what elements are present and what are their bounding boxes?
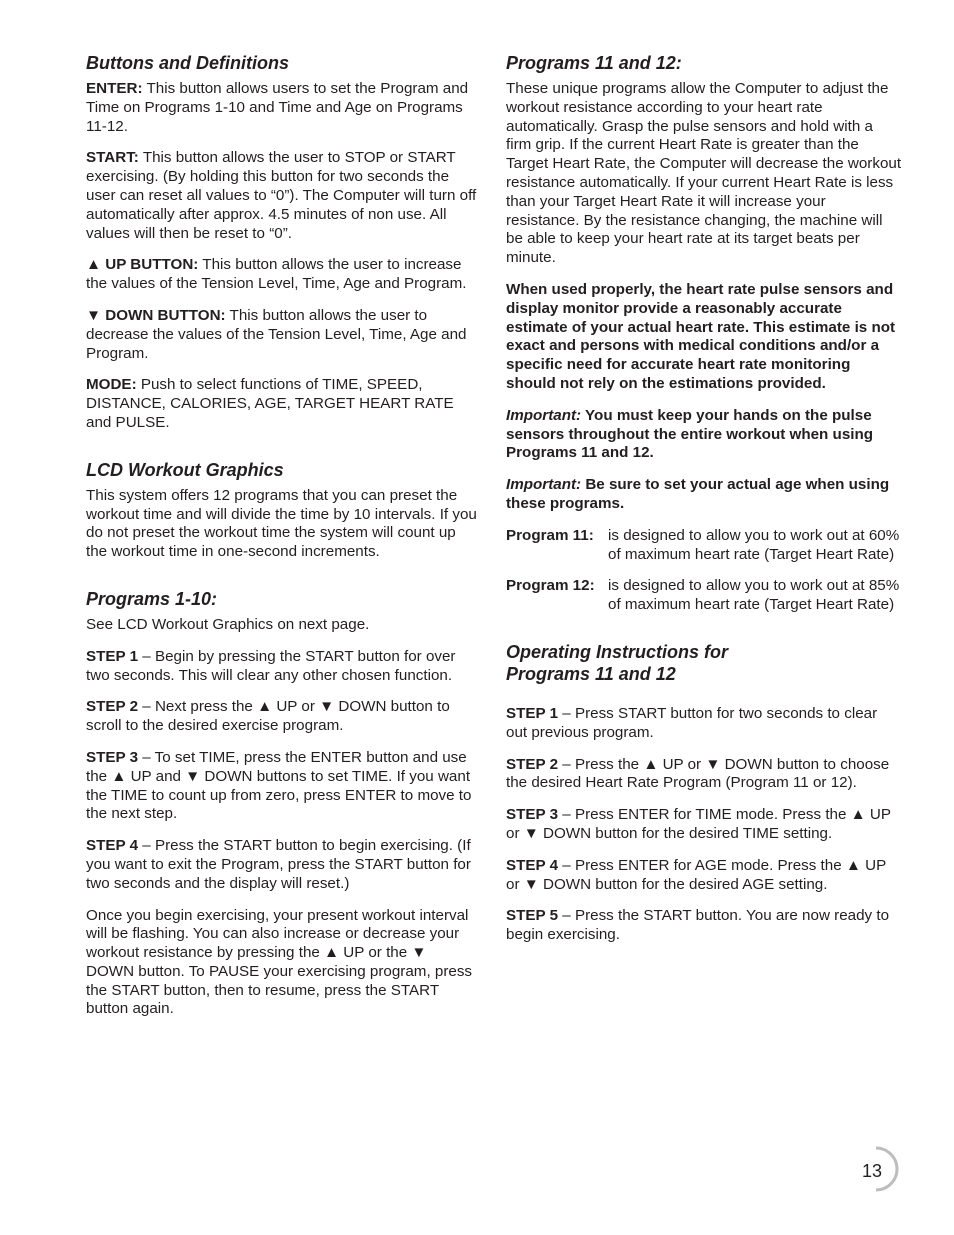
start-label: START: — [86, 149, 139, 167]
operating-step-3 — [506, 806, 902, 844]
heart-rate-warning: When used properly, the heart rate pulse sensors and display monitor provide a reasonably accurate estimate of your actual heart rate. This estimate is not exact and persons with medical conditions and/or a specific need for accurate heart rate monitoring should not rely on the estimations provided. — [506, 280, 896, 392]
up-button-text: This button allows the user to increase the values of the Tension Level, Time, Age and Program. — [86, 256, 467, 293]
enter-definition — [86, 80, 478, 136]
lcd-workout-graphics-heading: LCD Workout Graphics — [86, 459, 284, 480]
operating-instructions-heading — [506, 641, 902, 685]
step-label: STEP 5 — [506, 907, 559, 925]
important-label: Important: — [506, 476, 582, 494]
left-column — [86, 52, 478, 1032]
step-label: STEP 1 — [506, 704, 559, 722]
step-text: – Press the ▲ UP or ▼ DOWN button to choose the desired Heart Rate Program (Program 11 or 12). — [506, 755, 890, 792]
page-number: 13 — [862, 1161, 883, 1181]
program-11-description — [506, 527, 902, 565]
down-button-definition — [86, 307, 478, 363]
step-text: – Press the START button to begin exercising. (If you want to exit the Program, press the START button for two seconds and the display will reset.) — [86, 837, 471, 892]
up-button-label: ▲ UP BUTTON: — [86, 256, 199, 274]
start-text: This button allows the user to STOP or START exercising. (By holding this button for two seconds the user can reset all values to “0”). The Computer will turn off automatically after approx. 4.5 minutes of non use. All values will then be reset to “0”. — [86, 149, 477, 242]
step-label: STEP 3 — [86, 748, 139, 766]
step-label: STEP 1 — [86, 647, 139, 665]
programs-1-10-step-2 — [86, 698, 478, 736]
mode-text: Push to select functions of TIME, SPEED, DISTANCE, CALORIES, AGE, TARGET HEART RATE and PULSE. — [86, 376, 454, 431]
program-12-label: Program 12: — [506, 577, 595, 595]
programs-1-10-closing: Once you begin exercising, your present workout interval will be flashing. You can also increase or decrease your workout resistance by pressing the ▲ UP or the ▼ DOWN button. To PAUSE your exercising program, press the START button, then to resume, press the START button again. — [86, 906, 473, 1018]
up-button-definition — [86, 256, 478, 294]
programs-1-10-step-1 — [86, 648, 478, 686]
programs-11-12-text: These unique programs allow the Computer to adjust the workout resistance according to your heart rate automatically. Grasp the pulse sensors and hold with a firm grip. If the current Heart Rate is greater than the Target Heart Rate, the Computer will decrease the workout resistance automatically. If your current Heart Rate is less than your Target Heart Rate it will increase your resistance. By the resistance changing, the machine will be able to keep your heart rate at its target beats per minute. — [506, 80, 902, 267]
buttons-definitions-heading: Buttons and Definitions — [86, 53, 289, 73]
mode-label: MODE: — [86, 376, 137, 394]
step-label: STEP 4 — [86, 837, 139, 855]
programs-1-10-intro: See LCD Workout Graphics on next page. — [86, 615, 370, 633]
operating-step-5 — [506, 907, 902, 945]
step-label: STEP 2 — [506, 755, 559, 773]
step-text: – To set TIME, press the ENTER button and use the ▲ UP and ▼ DOWN buttons to set TIME. If you want the TIME to count up from zero, press ENTER to move to the next step. — [86, 748, 472, 823]
program-12-text: is designed to allow you to work out at 85% of maximum heart rate (Target Heart Rate) — [608, 577, 900, 614]
step-text: – Begin by pressing the START button for over two seconds. This will clear any other chosen function. — [86, 647, 456, 684]
program-11-text: is designed to allow you to work out at 60% of maximum heart rate (Target Heart Rate) — [608, 526, 900, 563]
enter-text: This button allows users to set the Program and Time on Programs 1-10 and Time and Age on Programs 11-12. — [86, 80, 469, 135]
step-text: – Press ENTER for TIME mode. Press the ▲ UP or ▼ DOWN button for the desired TIME setting. — [506, 806, 891, 842]
step-label: STEP 2 — [86, 698, 139, 716]
operating-step-4 — [506, 857, 902, 895]
programs-1-10-step-4 — [86, 837, 478, 893]
step-label: STEP 4 — [506, 856, 559, 874]
step-text: – Next press the ▲ UP or ▼ DOWN button to scroll to the desired exercise program. — [86, 698, 450, 735]
operating-heading-line-2: Programs 11 and 12 — [506, 663, 676, 684]
important-note-age — [506, 476, 902, 514]
step-text: – Press ENTER for AGE mode. Press the ▲ UP or ▼ DOWN button for the desired AGE setting. — [506, 856, 886, 893]
right-column — [506, 52, 902, 958]
program-12-description — [506, 577, 902, 615]
operating-step-1 — [506, 705, 902, 743]
step-text: – Press the START button. You are now ready to begin exercising. — [506, 907, 890, 944]
operating-heading-line-1: Operating Instructions for — [506, 641, 729, 662]
important-label: Important: — [506, 406, 582, 424]
start-definition — [86, 149, 478, 243]
program-11-label: Program 11: — [506, 526, 594, 544]
programs-11-12-heading: Programs 11 and 12: — [506, 53, 682, 73]
step-label: STEP 3 — [506, 806, 559, 824]
important-note-hands — [506, 407, 902, 463]
programs-1-10-heading: Programs 1-10: — [86, 588, 218, 609]
programs-1-10-step-3 — [86, 749, 478, 824]
enter-label: ENTER: — [86, 80, 143, 97]
operating-step-2 — [506, 756, 902, 794]
down-button-label: ▼ DOWN BUTTON: — [86, 306, 226, 324]
mode-definition — [86, 376, 478, 432]
step-text: – Press START button for two seconds to clear out previous program. — [506, 704, 878, 741]
important-text: Be sure to set your actual age when using these programs. — [506, 476, 890, 512]
down-button-text: This button allows the user to decrease the values of the Tension Level, Time, Age and Program. — [86, 306, 467, 362]
important-text: You must keep your hands on the pulse sensors throughout the entire workout when using Programs 11 and 12. — [506, 406, 874, 462]
lcd-workout-graphics-text: This system offers 12 programs that you can preset the workout time and will divide the time by 10 intervals. If you do not preset the workout time the system will count up the workout time in one-second increments. — [86, 486, 477, 561]
